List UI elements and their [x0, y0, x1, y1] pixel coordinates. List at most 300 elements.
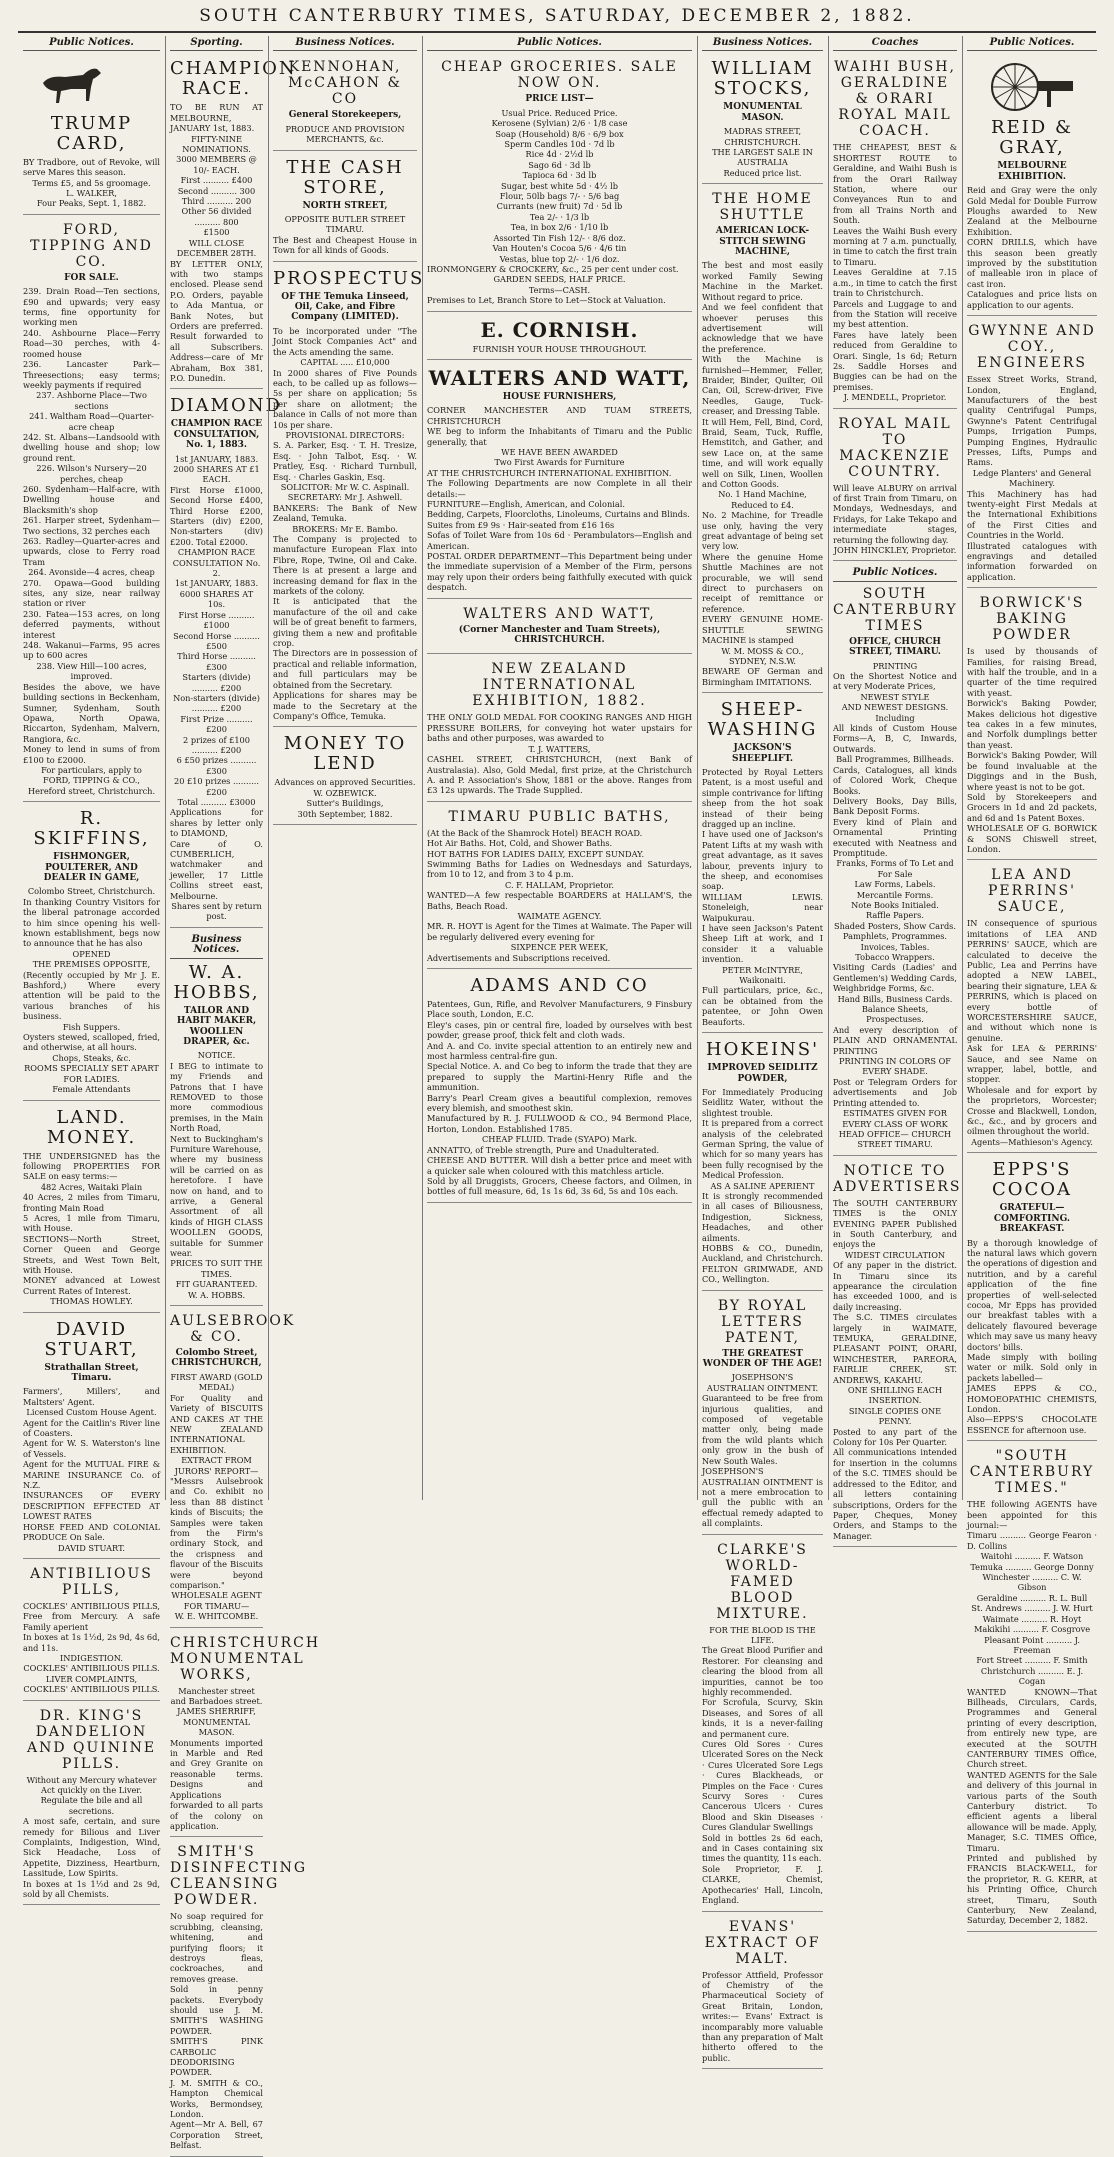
advertisement: [427, 972, 692, 1203]
advertisement-text: EVERY GENUINE HOME-SHUTTLE SEWING MACHINE is stamped: [702, 614, 823, 646]
advertisement-text: Bedding, Carpets, Floorcloths, Linoleums, Curtains and Blinds.: [427, 509, 690, 520]
advertisement-text: Essex Street Works, Strand, London, England, Manufacturers of the best quality Centrifugal Pumps, Gwynne's Patent Centrifugal Pumps, Irrigation Pumps, Pumping Engines, Hydraulic Presses, Lifts, Pumps and Rams.: [967, 374, 1097, 468]
advertisement-text: Tobacco Wrappers.: [855, 952, 935, 962]
advertisement-text: AS A SALINE APERIENT: [710, 1180, 815, 1191]
advertisement: [967, 1156, 1097, 1441]
advertisement: [23, 55, 160, 214]
advertisement: [273, 730, 417, 825]
advertisement-title: PROSPECTUS: [273, 267, 425, 289]
advertisement: [170, 55, 297, 389]
advertisement-text: Money to lend in sums of from £100 to £2000.: [23, 744, 160, 765]
advertisement-text: Wholesale and for export by the proprietors, Worcester; Crosse and Blackwell, London, &c., &c., and by grocers and oilmen throughout the world.: [967, 1084, 1097, 1137]
advertisement-subtitle: PRICE LIST—: [525, 94, 594, 105]
column-6: [828, 37, 962, 1541]
advertisement-title: ROYAL MAIL TO MACKENZIE COUNTRY.: [838, 415, 952, 480]
advertisement-text: This Machinery has had twenty-eight First Medals at the International Exhibitions of the First Cities and Countries in the World.: [967, 488, 1097, 541]
column-2: [165, 37, 321, 2151]
advertisement-text: The SOUTH CANTERBURY TIMES is the ONLY EVENING PAPER Published in South Canterbury, and enjoys the: [833, 1197, 957, 1250]
column-heading: Public Notices.: [23, 38, 160, 51]
advertisement-text: Non-starters (divide) .......... £200: [173, 692, 260, 714]
advertisement-text: Sofas of Toilet Ware from 10s 6d · Perambulators—English and American.: [427, 530, 692, 551]
advertisement: [427, 315, 692, 360]
column-heading: Coaches: [833, 38, 957, 51]
advertisement-text: Soap (Household) 8/6 · 6/9 box: [495, 128, 624, 139]
advertisement-text: Colombo Street, Christchurch.: [27, 886, 156, 897]
advertisement-text: The Company is projected to manufacture European Flax into Fibre, Rope, Twine, Oil and Cake. There is at present a large and increasing demand for flax in the markets of the colony.: [273, 534, 417, 597]
advertisement-text: FORD, TIPPING & CO.,: [43, 775, 140, 786]
advertisement-text: Act quickly on the Liver.: [41, 1784, 142, 1795]
advertisement-text: 248. Wakanui—Farms, 95 acres up to 600 acres: [23, 640, 160, 661]
column-3: [268, 37, 425, 1498]
advertisement-text: 241. Waltham Road—Quarter-acre cheap: [29, 411, 154, 432]
advertisement-text: No. 1 Hand Machine, Reduced to £4.: [718, 489, 807, 510]
advertisement-text: IRONMONGERY & CROCKERY, &c., 25 per cent under cost.: [427, 263, 679, 274]
advertisement-text: TO BE RUN AT MELBOURNE, JANUARY 1st, 1883.: [170, 102, 263, 134]
advertisement-text: 6 £50 prizes .......... £300: [176, 755, 257, 776]
advertisement: [170, 1631, 321, 1838]
advertisement-text: Hand Bills, Business Cards.: [837, 993, 953, 1004]
advertisement: [170, 931, 263, 1306]
advertisement-title: EVANS' EXTRACT OF MALT.: [704, 1918, 821, 1967]
advertisement-text: It will Hem, Fell, Bind, Cord, Braid, Seam, Tuck, Ruffle, Hemstitch, and Gather, and sew Lace on, at the same time, and will work equally well on Silk, Linen, Woollen and Cotton Goods.: [702, 416, 823, 489]
advertisement-subtitle: THE GREATEST WONDER OF THE AGE!: [702, 1348, 823, 1370]
advertisement-text: 482 Acres, Waitaki Plain: [40, 1181, 143, 1192]
advertisement-text: W. A. HOBBS.: [187, 1289, 246, 1300]
advertisement: [702, 1036, 823, 1291]
advertisement-text: HEAD OFFICE— CHURCH STREET TIMARU.: [838, 1128, 952, 1150]
advertisement-text: 3000 MEMBERS @ 10/- EACH.: [176, 154, 257, 175]
advertisement-text: Manufactured by R. J. FULLWOOD & CO., 94 Bermond Place, Horton, London. Established 1785.: [427, 1113, 692, 1134]
advertisement-text: Next to Buckingham's Furniture Warehouse,: [170, 1133, 263, 1154]
advertisement-subtitle: MELBOURNE EXHIBITION.: [997, 161, 1067, 182]
advertisement-text: 1st JANUARY, 1883.: [174, 578, 259, 589]
advertisement-title: EPPS'S COCOA: [991, 1159, 1073, 1201]
advertisement-text: WHOLESALE AGENT FOR TIMARU—: [171, 1590, 262, 1611]
advertisement-title: BY ROYAL LETTERS PATENT,: [717, 1297, 808, 1346]
section-heading: Business Notices.: [170, 935, 263, 959]
advertisement-title: WALTERS AND WATT,: [463, 605, 656, 622]
advertisement-subtitle: NORTH STREET,: [302, 200, 388, 211]
advertisement-text: 1st JANUARY, 1883.: [174, 453, 259, 464]
advertisement-text: Monuments imported in Marble and Red and Grey Granite on reasonable terms. Designs and Applications forwarded to all parts of the colony on application.: [170, 1737, 263, 1831]
advertisement-text: 20 £10 prizes .......... £200: [173, 776, 259, 797]
advertisement-subtitle: HOUSE FURNISHERS,: [502, 391, 617, 402]
advertisement-text: Shaded Posters, Show Cards.: [834, 920, 956, 931]
column-4: [422, 38, 697, 1498]
advertisement-text: 6000 SHARES AT 10s.: [179, 588, 254, 610]
advertisement-text: SECTIONS—North Street, Corner Queen and George Streets, and West Town Belt, with House.: [23, 1233, 160, 1275]
advertisement-text: I have seen Jackson's Patent Sheep Lift at work, and I consider it a valuable invention.: [702, 923, 823, 965]
advertisement-title: CLARKE'S WORLD-FAMED BLOOD MIXTURE.: [716, 1541, 809, 1622]
advertisement-text: Applications for shares by letter only to DIAMOND,: [170, 807, 263, 839]
advertisement-title: SHEEP-WASHING: [707, 699, 818, 741]
advertisement-text: In thanking Country Visitors for the liberal patronage accorded to him since opening his well-known establishment, begs now to announce that he has also: [23, 896, 160, 949]
advertisement: [23, 1316, 160, 1559]
advertisement-text: FOR THE BLOOD IS THE LIFE.: [709, 1624, 816, 1645]
advertisement-title: CHAMPION RACE.: [170, 58, 297, 100]
column-heading: Public Notices.: [967, 38, 1097, 51]
advertisement-text: NEWEST STYLE: [860, 691, 930, 702]
advertisement-text: Delivery Books, Day Bills, Bank Deposit Forms.: [833, 795, 957, 817]
advertisement-text: WE HAVE BEEN AWARDED: [501, 446, 618, 457]
advertisement-text: Special Notice. A. and Co beg to inform the trade that they are prepared to supply the Martini-Henry Rifle and the ammunition.: [427, 1061, 692, 1093]
advertisement-text: BY LETTER ONLY, with two stamps enclosed. Please send P.O. Orders, payable to Ada Mantua, or Bank Notes, but Orders are preferred. Result forwarded to all Subscribers. Address—care of Mr Abraham, Box 381, P.O. Dunedin.: [170, 258, 263, 383]
advertisement: [833, 412, 957, 562]
advertisement-text: Without any Mercury whatever: [26, 1774, 157, 1785]
advertisement-text: Manchester street and Barbadoes street.: [170, 1685, 263, 1707]
advertisement-text: AND NEWEST DESIGNS.: [841, 702, 949, 713]
advertisement-text: I have used one of Jackson's Patent Lifts at my wash with great advantage, as it saves labour, prevents injury to the sheep, and economises soap.: [702, 829, 823, 892]
advertisement-text: 2000 SHARES AT £1 EACH.: [173, 464, 260, 485]
advertisement-title: WALTERS AND WATT,: [428, 365, 691, 390]
advertisement-text: Second Horse .......... £500: [173, 630, 260, 651]
advertisement-text: The Directors are in possession of practical and reliable information, and full particulars may be obtained from the Secretary.: [273, 648, 417, 690]
advertisement-text: J. M. SMITH & CO., Hampton Chemical Works, Bermondsey, London.: [170, 2077, 263, 2120]
advertisement-text: 5 Acres, 1 mile from Timaru, with House.: [23, 1212, 160, 1234]
advertisement-text: 230. Fatea—153 acres, on long deferred payments, without interest: [23, 608, 160, 640]
advertisement-text: Reduced price list.: [723, 167, 802, 178]
advertisement-text: THE ONLY GOLD MEDAL FOR COOKING RANGES AND HIGH PRESSURE BOILERS, for conveying hot water upstairs for baths and other purposes, was awarded to: [427, 712, 692, 744]
advertisement-text: JOHN HINCKLEY, Proprietor.: [833, 545, 957, 555]
advertisement: [967, 591, 1097, 860]
advertisement-text: And every description of PLAIN AND ORNAMENTAL PRINTING: [833, 1024, 957, 1056]
advertisement-text: First Horse £1000, Second Horse £400, Third Horse £200, Starters (div) £200, Non-starters (div) £200. Total £2000.: [170, 484, 263, 547]
advertisement-text: INSURANCES OF EVERY DESCRIPTION EFFECTED AT LOWEST RATES: [23, 1490, 160, 1522]
column-heading: Sporting.: [170, 38, 263, 51]
advertisement-text: 40 Acres, 2 miles from Timaru, fronting Main Road: [23, 1192, 160, 1213]
advertisement-text: Timaru .......... George Fearon · D. Collins: [967, 1530, 1097, 1551]
advertisement-text: Made simply with boiling water or milk. Sold only in packets labelled—: [967, 1351, 1097, 1383]
advertisement-text: AT THE CHRISTCHURCH INTERNATIONAL EXHIBITION.: [427, 467, 672, 478]
advertisement-text: In boxes at 1s 1½d, 2s 9d, 4s 6d, and 11s.: [23, 1632, 160, 1653]
advertisement-text: THE CHEAPEST, BEST & SHORTEST ROUTE to Geraldine, and Waihi Bush is from the Orari Railway Station, where our Conveyances Run to and from all Trains North and South.: [833, 142, 957, 226]
advertisement-text: Fares have lately been reduced from Geraldine to Orari. Single, 1s 6d; Return 2s. Saddle Horses and Buggies can be had on the premises.: [833, 329, 957, 392]
advertisement: [967, 1444, 1097, 1932]
advertisement-text: Parcels and Luggage to and from the Station will receive my best attention.: [833, 298, 957, 330]
advertisement-text: (At the Back of the Shamrock Hotel) BEACH ROAD.: [427, 827, 643, 838]
advertisement-text: Agents—Mathieson's Agency.: [971, 1136, 1093, 1147]
advertisement-text: It is prepared from a correct analysis of the celebrated German Spring, the value of which for so many years has been fully recognised by the Medical Profession.: [702, 1118, 823, 1181]
advertisement-text: Temuka .......... George Donny: [970, 1561, 1094, 1572]
advertisement-text: Ball Programmes, Billheads.: [836, 754, 954, 765]
advertisement-text: ROOMS SPECIALLY SET APART FOR LADIES.: [24, 1063, 159, 1084]
advertisement-text: CASHEL STREET, CHRISTCHURCH, (next Bank of Australasia). Also, Gold Medal, first prize, at the Christchurch A. and P. Association's Show, 1881 or the above. Ranges from £3 12s upwards. The Trade Supplied.: [427, 754, 692, 796]
advertisement-text: THOMAS HOWLEY.: [50, 1296, 133, 1307]
advertisement-text: WILLIAM LEWIS. Stoneleigh, near Waipukurau.: [702, 891, 823, 923]
advertisement-text: Care of O. CUMBERLICH, watchmaker and jeweller, 17 Little Collins street east, Melbourne.: [170, 838, 263, 901]
advertisement-title: THE HOME SHUTTLE: [712, 191, 813, 224]
advertisement-text: SINGLE COPIES ONE PENNY.: [848, 1405, 942, 1427]
advertisement-text: SIXPENCE PER WEEK,: [510, 942, 609, 953]
advertisement-title: THE CASH STORE,: [286, 156, 404, 198]
advertisement-text: Including: [875, 712, 915, 723]
advertisement-text: £1500: [203, 227, 230, 238]
advertisement-text: Swimming Baths for Ladies on Wednesdays and Saturdays, from 10 to 12, and from 3 to 4 p.m.: [427, 858, 692, 880]
advertisement-text: First .......... £400: [180, 175, 253, 186]
advertisement-text: Printed and published by FRANCIS BLACK-WELL, for the proprietor, R. G. KERR, at his Printing Office, Church street, Timaru, South Canterbury, New Zealand, Saturday, December 2, 1882.: [967, 1853, 1097, 1926]
advertisement-text: Ask for LEA & PERRINS' Sauce, and see Name on wrapper, label, bottle, and stopper.: [967, 1043, 1097, 1085]
advertisement-text: Waitohi .......... F. Watson: [980, 1551, 1084, 1562]
advertisement-text: Flour, 50lb bags 7/- · 5/6 bag: [499, 191, 620, 202]
advertisement-text: W. M. MOSS & CO., SYDNEY, N.S.W.: [721, 645, 804, 666]
advertisement: [427, 602, 692, 655]
advertisement-text: WILL CLOSE DECEMBER 28TH.: [176, 237, 257, 259]
advertisement-text: Shares sent by return post.: [171, 901, 262, 922]
advertisement-text: MR. R. HOYT is Agent for the Times at Waimate. The Paper will be regularly delivered every evening for: [427, 921, 692, 942]
advertisement-text: 270. Opawa—Good building sites, any size, near railway station or river: [23, 577, 160, 609]
advertisement-text: 226. Wilson's Nursery—20 perches, cheap: [36, 463, 147, 484]
advertisement-text: OPPOSITE BUTLER STREET: [284, 214, 406, 225]
advertisement-text: Assorted Tin Fish 12/- · 8/6 doz.: [493, 232, 626, 243]
advertisement-text: BANKERS: The Bank of New Zealand, Temuka.: [273, 502, 417, 524]
advertisement-title: ADAMS AND CO: [470, 975, 649, 996]
advertisement-text: WIDEST CIRCULATION: [844, 1249, 946, 1260]
advertisement-text: Is used by thousands of Families, for raising Bread, with half the trouble, and in a quarter of the time required with yeast.: [967, 646, 1097, 698]
advertisement-text: Terms £5, and 5s groomage.: [32, 177, 151, 188]
advertisement-text: GARDEN SEEDS, HALF PRICE.: [493, 274, 626, 285]
advertisement-text: With the Machine is furnished—Hemmer, Feller, Braider, Binder, Quilter, Oil Can, Oil, Screw-driver, Five Needles, Gauge, Tuck-creaser, and Dressing Table.: [702, 354, 823, 417]
advertisement-text: Agent for the MUTUAL FIRE & MARINE INSURANCE Co. of N.Z.: [23, 1459, 160, 1491]
advertisement: [702, 1538, 823, 1912]
advertisement-text: THE following AGENTS have been appointed for this journal:—: [967, 1499, 1097, 1531]
advertisement-title: REID & GRAY,: [991, 117, 1073, 159]
advertisement: [273, 154, 417, 262]
masthead-rule: [18, 31, 1096, 33]
advertisement-text: Second .......... 300: [177, 185, 256, 196]
advertisement-text: BY Tradbore, out of Revoke, will serve Mares this season.: [23, 156, 160, 178]
advertisement-text: The Best and Cheapest House in Town for all kinds of Goods.: [273, 234, 417, 256]
advertisement-title: DIAMOND: [170, 395, 282, 417]
advertisement-text: Rice 4d · 2½d lb: [525, 149, 594, 160]
advertisement-text: Law Forms, Labels.: [854, 879, 936, 890]
advertisement-text: L. WALKER,: [66, 188, 117, 199]
advertisement-text: "Messrs Aulsebrook and Co. exhibit no less than 88 distinct kinds of Biscuits; the Samples were taken from the Firm's ordinary Stock, and the crispness and flavour of the Biscuits were beyond comparison.": [170, 1475, 263, 1590]
advertisement-text: CAPITAL ..... £10,000: [300, 357, 390, 368]
advertisement: [170, 392, 282, 928]
advertisement-text: No. 2 Machine, for Treadle use only, having the very great advantage of being set very low.: [702, 510, 823, 552]
advertisement-text: Hot Air Baths. Hot, Cold, and Shower Baths.: [427, 838, 613, 849]
advertisement-text: PRINTING IN COLORS OF EVERY SHADE.: [839, 1056, 951, 1077]
advertisement-text: Advertisements and Subscriptions received.: [427, 952, 611, 963]
advertisement-text: WANTED AGENTS for the Sale and delivery of this journal in various parts of the South Canterbury district. To efficient agents a liberal allowance will be made. Apply, Manager, S.C. TIMES Office, Timaru.: [967, 1769, 1097, 1853]
advertisement-text: T. J. WATTERS,: [528, 743, 591, 754]
advertisement-text: For particulars, apply to: [41, 764, 142, 775]
advertisement-title: "SOUTH CANTERBURY TIMES.": [969, 1448, 1095, 1497]
advertisement-text: 264. Avonside—4 acres, cheap: [28, 567, 155, 578]
advertisement-title: SMITH'S DISINFECTING CLEANSING POWDER.: [170, 1844, 308, 1909]
advertisement-text: Tapioca 6d · 3d lb: [522, 170, 597, 181]
advertisement-text: Invoices, Tables.: [860, 941, 930, 952]
advertisement-text: First Prize .......... £200: [180, 713, 253, 735]
advertisement-text: WE beg to inform the Inhabitants of Timaru and the Public generally, that: [427, 426, 692, 447]
advertisement-text: Borwick's Baking Powder, Will be found invaluable at the Diggings and in the Bush, where yeast is not to be got.: [967, 750, 1097, 792]
advertisement-text: Sole Proprietor, F. J. CLARKE, Chemist, Apothecaries' Hall, Lincoln, England.: [702, 1863, 823, 1906]
column-1: [18, 37, 165, 1900]
advertisement-title: NEW ZEALAND INTERNATIONAL EXHIBITION, 1882.: [472, 661, 647, 710]
advertisement-text: TIMARU.: [326, 224, 364, 235]
advertisement-text: Sold by Storekeepers and Grocers in 1d and 2d packets, and 6d and 1s Patent Boxes.: [967, 791, 1097, 823]
advertisement-subtitle: (Corner Manchester and Tuam Streets), CHRISTCHURCH.: [458, 624, 661, 646]
advertisement-text: DAVID STUART.: [58, 1542, 125, 1553]
advertisement-text: Sutter's Buildings,: [306, 798, 384, 809]
advertisement: [702, 1294, 823, 1535]
advertisement-text: Full particulars, price, &c., can be obtained from the patentee, or John Owen Beauforts.: [702, 985, 823, 1027]
advertisement-text: Franks, Forms of To Let and For Sale: [836, 858, 954, 879]
advertisement: [427, 363, 692, 599]
advertisement-text: ONE SHILLING EACH INSERTION.: [847, 1385, 943, 1406]
advertisement-text: Licensed Custom House Agent.: [26, 1407, 157, 1418]
advertisement-text: 242. St. Albans—Landsoold with dwelling house and shop; low ground rent.: [23, 431, 160, 463]
advertisement: [170, 1840, 308, 2156]
advertisement-text: Waimate .......... R. Hoyt: [982, 1613, 1082, 1624]
advertisement-title: LEA AND PERRINS' SAUCE,: [988, 867, 1076, 916]
advertisement-text: THE PREMISES OPPOSITE,: [32, 959, 151, 970]
advertisement-text: 263. Radley—Quarter-acres and upwards, close to Ferry road Tram: [23, 536, 160, 567]
advertisement-text: POSTAL ORDER DEPARTMENT—This Department being under the immediate supervision of a Member of the Firm, persons may rely upon their orders being faithfully executed with quick despatch.: [427, 551, 692, 593]
advertisement-text: 237. Ashborne Place—Two sections: [36, 390, 147, 411]
horse-illustration-icon: [31, 61, 111, 109]
advertisement-text: WANTED KNOWN—That Billheads, Circulars, Cards, Programmes and General printing of every description, from entirely new type, are executed at the SOUTH CANTERBURY TIMES Office, Church street.: [967, 1686, 1097, 1770]
advertisement-text: Female Attendants: [52, 1084, 131, 1095]
advertisement-text: INDIGESTION.: [60, 1652, 123, 1663]
advertisement-text: Where the genuine Home Shuttle Machines are not procurable, we will send direct to purchasers on receipt of remittance or reference.: [702, 551, 823, 614]
advertisement-text: Eley's cases, pin or central fire, loaded by ourselves with best powder, grease proof, thick felt and cloth wads.: [427, 1019, 692, 1041]
advertisement-text: SOLICITOR: Mr W. C. Aspinall.: [280, 481, 410, 492]
advertisement-text: Catalogues and price lists on application to our agents.: [967, 289, 1097, 310]
advertisement-text: Vestas, blue top 2/- · 1/6 doz.: [499, 253, 620, 264]
advertisement-text: Applications for shares may be made to the Secretary at the Company's Office, Temuka.: [273, 690, 417, 721]
column-7: [962, 37, 1102, 1926]
advertisement-text: Raffle Papers.: [866, 910, 924, 921]
advertisement: [427, 805, 692, 969]
advertisement-text: Protected by Royal Letters Patent, is a most useful and simple contrivance for lifting sheep from the hot soak instead of their being dragged up an incline.: [702, 766, 823, 829]
advertisement-title: NOTICE TO ADVERTISERS: [833, 1162, 962, 1195]
advertisement: [967, 55, 1097, 316]
advertisement-text: Farmers', Millers', and Maltsters' Agent.: [23, 1386, 160, 1407]
advertisement-subtitle: GRATEFUL—COMFORTING. BREAKFAST.: [993, 1203, 1071, 1235]
advertisement-text: Post or Telegram Orders for advertisements and Job Printing attended to.: [833, 1076, 957, 1108]
advertisement-text: Agent—Mr A. Bell, 67 Corporation Street, Belfast.: [170, 2119, 263, 2151]
advertisement-text: PRINTING: [872, 660, 918, 671]
advertisement-text: On the Shortest Notice and at very Moderate Prices,: [833, 671, 957, 692]
advertisement-text: I BEG to intimate to my Friends and Patrons that I have REMOVED to those more commodious premises, in the Main North Road,: [170, 1060, 263, 1134]
advertisement-text: Sago 6d · 3d lb: [528, 159, 591, 170]
advertisement-text: Currants (new fruit) 7d · 5d lb: [496, 201, 623, 212]
advertisement: [23, 1104, 160, 1313]
advertisement-text: The S.C. TIMES circulates largely in WAIMATE, TEMUKA, GERALDINE, PLEASANT POINT, ORARI, WINCHESTER, PAREORA, FAIRLIE CREEK, ST. ANDREWS, KAKAHU.: [833, 1312, 957, 1385]
advertisement-text: Every kind of Plain and Ornamental Printing executed with Neatness and Promptitude.: [833, 816, 957, 858]
advertisement: [427, 657, 692, 801]
advertisement-text: Starters (divide) .......... £200: [182, 672, 251, 693]
advertisement-text: In 2000 shares of Five Pounds each, to be called up as follows—5s per share on application; 5s per share on allotment; the balance in Calls of not more than 10s per share.: [273, 367, 417, 430]
advertisement-text: S. A. Parker, Esq. · T. H. Tresize, Esq. · John Talbot, Esq. · W. Pratley, Esq. · Richard Turnbull, Esq. · Charles Gaskin, Esq.: [273, 440, 417, 482]
advertisement-text: Fort Street .......... F. Smith: [976, 1655, 1088, 1666]
advertisement-text: JAMES EPPS & CO., HOMOEOPATHIC CHEMISTS, London.: [967, 1383, 1097, 1414]
advertisement-text: FIT GUARANTEED.: [175, 1279, 258, 1290]
advertisement-title: DR. KING'S DANDELION AND QUININE PILLS.: [26, 1707, 157, 1772]
advertisement-text: No soap required for scrubbing, cleansing, whitening, and purifying floors; it destroys fleas, cockroaches, and removes grease.: [170, 1911, 263, 1984]
advertisement-text: CORN DRILLS, which have this season been greatly improved by the substitution of malleable iron in place of cast iron.: [967, 237, 1097, 289]
advertisement: [833, 55, 957, 408]
column-5: [697, 37, 828, 2063]
advertisement: [702, 187, 823, 693]
advertisement-text: Balance Sheets, Prospectuses.: [861, 1004, 929, 1025]
advertisement-subtitle: TAILOR AND HABIT MAKER, WOOLLEN DRAPER, &c.: [176, 1005, 257, 1047]
advertisement-text: WAIMATE AGENCY.: [517, 910, 602, 921]
advertisement-title: WAIHI BUSH, GERALDINE & ORARI ROYAL MAIL COACH.: [834, 59, 956, 140]
advertisement: [702, 55, 823, 184]
advertisement-text: The Great Blood Purifier and Restorer. For cleansing and clearing the blood from all impurities, cannot be too highly recommended.: [702, 1645, 823, 1697]
advertisement-title: SOUTH CANTERBURY TIMES: [833, 585, 958, 634]
column-heading: Business Notices.: [702, 38, 823, 51]
advertisement-text: Visiting Cards (Ladies' and Gentlemen's) Wedding Cards, Weighbridge Forms, &c.: [833, 962, 957, 994]
advertisement-text: And we feel confident that whoever peruses this advertisement will acknowledge that we have the preference.: [702, 302, 823, 354]
advertisement-text: PRODUCE AND PROVISION MERCHANTS, &c.: [285, 123, 405, 145]
advertisement-text: Regulate the bile and all secretions.: [40, 1795, 143, 1816]
advertisement-text: Other 56 divided .......... 800: [181, 206, 252, 227]
advertisement: [273, 265, 425, 728]
advertisement-title: FORD, TIPPING AND CO.: [30, 221, 153, 270]
advertisement-text: MADRAS STREET, CHRISTCHURCH.: [723, 126, 802, 147]
advertisement-text: Advances on approved Securities.: [274, 777, 416, 788]
advertisement-text: 236. Lancaster Park—Threesections; easy terms; weekly payments if required: [23, 359, 160, 390]
advertisement-text: Guaranteed to be free from injurious qualities, and composed of vegetable matter only, being made from the wild plants which only grow in the bush of New South Wales.: [702, 1393, 823, 1466]
advertisement-text: Tea, in box 2/6 · 1/10 lb: [510, 222, 609, 233]
advertisement-subtitle: MONUMENTAL MASON.: [723, 102, 802, 123]
advertisement-text: FURNISH YOUR HOUSE THROUGHOUT.: [472, 343, 647, 354]
advertisement-text: Patentees, Gun, Rifle, and Revolver Manufacturers, 9 Finsbury Place south, London, E.C.: [427, 999, 692, 1020]
advertisement-subtitle: OFFICE, CHURCH STREET, TIMARU.: [849, 636, 941, 658]
advertisement-text: ANNATTO, of Treble strength, Pure and Unadulterated.: [427, 1144, 660, 1155]
advertisement-text: Posted to any part of the Colony for 10s Per Quarter.: [833, 1426, 957, 1448]
advertisement-text: Kerosene (Sylvian) 2/6 · 1/8 case: [491, 118, 628, 129]
advertisement-text: Cards, Catalogues, all kinds of Colored Work, Cheque Books.: [833, 764, 957, 796]
advertisement-text: 240. Ashbourne Place—Ferry Road—30 perches, with 4-roomed house: [23, 327, 160, 359]
advertisement-title: MONEY TO LEND: [283, 733, 407, 775]
advertisement-text: 261. Harper street, Sydenham—Two sections, 32 perches each: [23, 515, 160, 536]
advertisement-text: PROVISIONAL DIRECTORS:: [285, 429, 405, 440]
advertisement-text: JOSEPHSON'S AUSTRALIAN OINTMENT is not a mere embrocation to gull the public with an effectual remedy adapted to all complaints.: [702, 1466, 823, 1529]
advertisement-title: GWYNNE AND COY., ENGINEERS: [968, 323, 1096, 372]
advertisement-subtitle: FISHMONGER, POULTERER, AND DEALER IN GAME,: [43, 852, 140, 883]
advertisement: [702, 1915, 823, 2070]
advertisement-text: CHEAP FLUID. Trade (SYAPO) Mark.: [482, 1134, 637, 1145]
advertisement-text: 238. View Hill—100 acres, improved.: [36, 660, 147, 682]
advertisement-text: PETER McINTYRE, Waikonaiti.: [722, 964, 803, 986]
advertisement-text: W. OZBEWICK.: [313, 787, 377, 798]
advertisement-text: Usual Price. Reduced Price.: [501, 107, 618, 118]
advertisement-text: Sperm Candles 10d · 7d lb: [504, 139, 615, 150]
advertisement-text: Van Houten's Cocoa 5/6 · 4/6 tin: [492, 243, 627, 254]
advertisement-text: COCKLES' ANTIBILIOUS PILLS.: [23, 1684, 160, 1695]
advertisement-text: FURNITURE—English, American, and Colonial.: [427, 499, 625, 509]
advertisement-title: R. SKIFFINS,: [33, 808, 150, 850]
advertisement-text: Tea 2/- · 1/3 lb: [529, 211, 590, 222]
advertisement-subtitle: JACKSON'S SHEEPLIFT.: [731, 743, 794, 764]
advertisement-text: ESTIMATES GIVEN FOR EVERY CLASS OF WORK: [842, 1108, 948, 1129]
advertisement-text: St. Andrews .......... J. W. Hurt: [971, 1603, 1093, 1614]
advertisement-text: And A. and Co. invite special attention to an entirely new and most harmless central-fire gun.: [427, 1040, 692, 1062]
advertisement-text: Borwick's Baking Powder, Makes delicious hot digestive tea cakes in a few minutes, and Norfolk dumplings better than yeast.: [967, 698, 1097, 750]
advertisement-text: Agent for the Caitlin's River line of Coasters.: [23, 1417, 160, 1439]
advertisement-text: Sold in penny packets. Everybody should use J. M. SMITH'S WASHING POWDER.: [170, 1984, 263, 2036]
advertisement: [23, 218, 160, 802]
advertisement-text: Makikihi .......... F. Cosgrove: [973, 1624, 1091, 1635]
advertisement-text: Besides the above, we have building sections in Beckenham, Sumner, Sydenham, South Opawa, North Opawa, Riccarton, Sydenham, Malvern, Rangiora, &c.: [23, 681, 160, 744]
advertisement: [23, 1704, 160, 1906]
advertisement-text: MONEY advanced at Lowest Current Rates of Interest.: [23, 1275, 160, 1296]
advertisement-text: SMITH'S PINK CARBOLIC DEODORISING POWDER.: [170, 2036, 263, 2078]
